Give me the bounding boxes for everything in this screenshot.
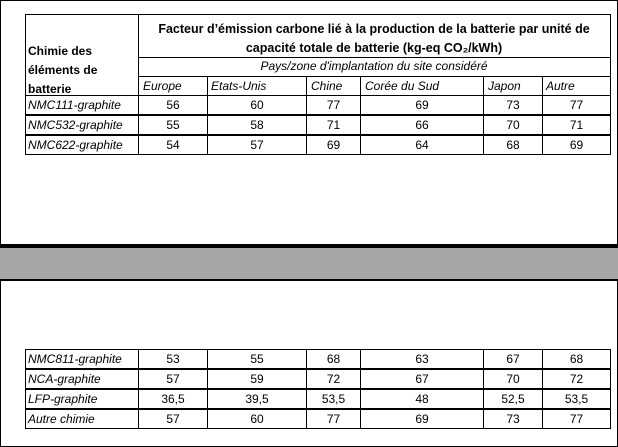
row-label: NMC111-graphite [28,98,121,112]
table-cell: 39,5 [245,392,269,406]
row-divider [25,388,611,390]
table-cell: 69 [415,412,429,426]
row-divider [25,134,611,136]
table-border-top [25,14,611,15]
table-subtitle: Pays/zone d'implantation du site considéré [260,59,488,73]
table-cell: 58 [250,118,264,132]
table-cell: 53,5 [564,392,589,406]
table-cell: 48 [415,392,429,406]
column-header-europe: Europe [143,79,182,93]
table-border-bottom [25,154,611,155]
table-border-top [25,349,611,350]
table-cell: 64 [415,138,429,152]
table-cell: 68 [326,352,341,366]
chemistry-column-header: Chimie des éléments de batterie [28,44,98,96]
table-cell: 59 [250,372,264,386]
table-border-left [25,14,26,155]
table-cell: 63 [415,352,429,366]
table-cell: 70 [506,118,520,132]
row-label: Autre chimie [28,412,95,426]
column-header-autre: Autre [546,79,575,93]
table-cell: 55 [250,352,264,366]
table-cell: 68 [506,138,520,152]
table-cell: 69 [569,138,584,152]
table-border-bottom [25,428,611,429]
table-title: Facteur d’émission carbone lié à la production de la batterie par unité de capacité totale de batterie (kg-eq CO₂/kWh) [158,22,590,55]
table-cell: 77 [569,98,584,112]
table-cell: 77 [326,412,341,426]
table-cell: 68 [569,352,584,366]
table-cell: 67 [506,352,520,366]
column-header-etats-unis: Etats-Unis [211,79,267,93]
row-label: NCA-graphite [28,372,101,386]
table-cell: 53 [166,352,180,366]
table-cell: 36,5 [161,392,185,406]
column-header-coree-du-sud: Corée du Sud [365,79,440,93]
table-cell: 72 [326,372,341,386]
row-label: NMC532-graphite [28,118,123,132]
row-divider [25,368,611,370]
table-cell: 60 [250,412,264,426]
row-label: LFP-graphite [28,392,98,406]
table-cell: 71 [569,118,584,132]
table-cell: 71 [326,118,341,132]
table-cell: 73 [506,98,520,112]
table-border-right [610,14,611,155]
table-cell: 77 [326,98,341,112]
row-label: NMC811-graphite [28,352,122,366]
table-cell: 77 [569,412,584,426]
table-cell: 66 [415,118,429,132]
table-cell: 67 [415,372,429,386]
subheader-divider [138,76,611,77]
page-break-gap [0,248,618,279]
table-cell: 53,5 [321,392,346,406]
column-header-japon: Japon [488,79,521,93]
table-border-left [25,349,26,429]
table-cell: 52,5 [501,392,525,406]
table-cell: 69 [326,138,341,152]
table-cell: 54 [166,138,180,152]
page-break-edge-bottom [0,279,618,281]
table-cell: 70 [506,372,520,386]
table-cell: 60 [250,98,264,112]
table-cell: 56 [166,98,180,112]
table-cell: 73 [506,412,520,426]
row-label: NMC622-graphite [28,138,123,152]
table-border-right [610,349,611,429]
table-cell: 72 [569,372,584,386]
table-cell: 57 [166,372,180,386]
table-cell: 55 [166,118,180,132]
row-divider [25,114,611,116]
table-cell: 57 [166,412,180,426]
table-cell: 69 [415,98,429,112]
column-header-chine: Chine [311,79,343,93]
row-divider [25,408,611,410]
table-cell: 57 [250,138,264,152]
